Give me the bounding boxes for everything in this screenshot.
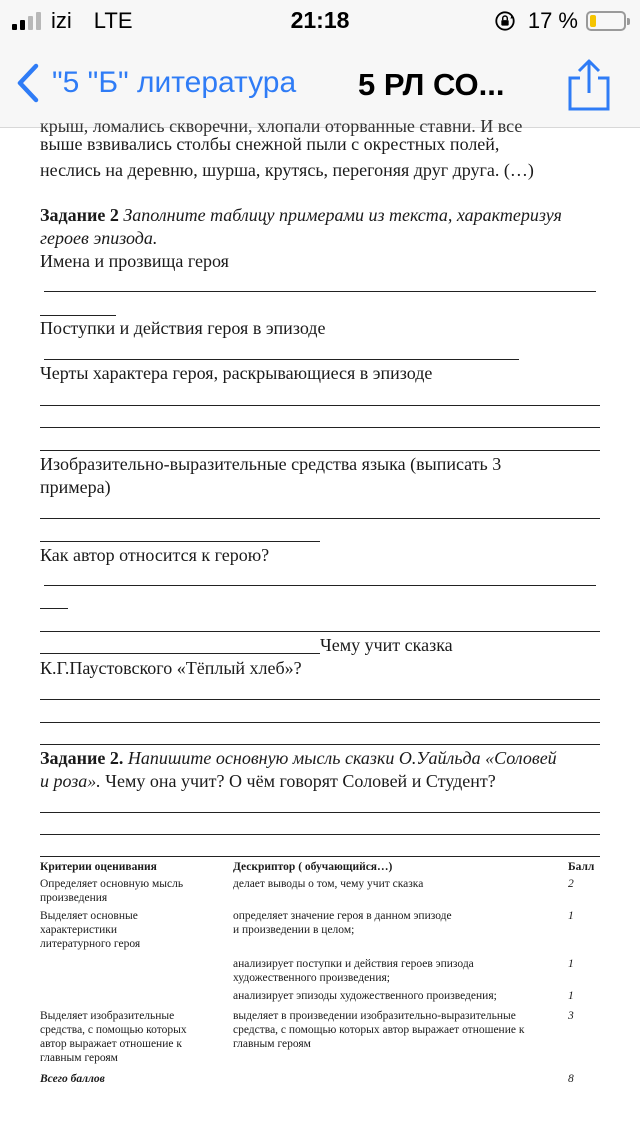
rubric-header-criteria: Критерии оценивания: [40, 861, 157, 873]
rubric-score: 2: [568, 878, 574, 890]
status-time: 21:18: [290, 7, 350, 33]
author-attitude-label: Как автор относится к герою?: [40, 545, 270, 565]
answer-line: [40, 450, 600, 451]
task2b-question: Чему она учит? О чём говорят Соловей и Студент?: [105, 771, 496, 791]
rubric-total-score: 8: [568, 1073, 574, 1085]
status-right: [494, 8, 626, 34]
answer-line: [40, 315, 116, 316]
rubric-criterion: характеристики: [40, 924, 118, 936]
intro-line-2: неслись на деревню, шурша, крутясь, перегоняя друг друга. (…): [40, 160, 534, 180]
rubric-header-descriptor: Дескриптор ( обучающийся…): [233, 861, 393, 873]
carrier-name: izi: [51, 8, 72, 33]
answer-line: [40, 722, 600, 723]
task2-label: Задание 2: [40, 205, 119, 225]
answer-line: [40, 856, 600, 857]
means-label-line1: Изобразительно-выразительные средства языка (выписать 3: [40, 454, 502, 474]
answer-line: [40, 699, 600, 700]
back-button[interactable]: [14, 60, 296, 106]
answer-line: [44, 585, 596, 586]
actions-label: Поступки и действия героя в эпизоде: [40, 318, 326, 338]
lesson-question-line2: К.Г.Паустовского «Тёплый хлеб»?: [40, 658, 302, 678]
task2b-label: Задание 2.: [40, 748, 124, 768]
rubric-criterion: Выделяет изобразительные: [40, 1010, 175, 1022]
answer-line: [44, 359, 519, 360]
answer-line: [40, 744, 600, 745]
lesson-question-line1: Чему учит сказка: [320, 635, 453, 655]
cut-off-text-line: крыш, ломались скворечни, хлопали оторванные ставни. И все: [40, 116, 523, 136]
rubric-total-label: Всего баллов: [40, 1073, 105, 1085]
rubric-descriptor: и произведении в целом;: [233, 924, 355, 936]
answer-line: [40, 405, 600, 406]
network-type: LTE: [93, 8, 133, 33]
rubric-score: 1: [568, 958, 574, 970]
rubric-descriptor: анализирует эпизоды художественного произведения;: [233, 990, 497, 1002]
page-title: 5 РЛ СО...: [358, 67, 505, 102]
task2-instruction-line2: героев эпизода.: [40, 228, 158, 248]
rubric-criterion: средства, с помощью которых: [40, 1024, 187, 1036]
document-view[interactable]: [0, 116, 640, 1136]
answer-line: [40, 608, 68, 609]
battery-level: [590, 15, 596, 27]
rubric-descriptor: определяет значение героя в данном эпизоде: [233, 910, 452, 922]
rubric-criterion: Определяет основную мысль: [40, 878, 184, 890]
rubric-criterion: произведения: [40, 892, 108, 904]
means-label-line2: примера): [40, 477, 111, 497]
rubric-descriptor: художественного произведения;: [233, 972, 390, 984]
answer-line: [40, 518, 600, 519]
status-bar: [0, 0, 640, 40]
rotation-lock-icon: [494, 10, 516, 32]
rubric-criterion: Выделяет основные: [40, 910, 138, 922]
rubric-header-score: Балл: [568, 861, 595, 873]
answer-line: [40, 653, 320, 654]
rubric-score: 1: [568, 910, 574, 922]
rubric-descriptor: выделяет в произведении изобразительно-выразительные: [233, 1010, 516, 1022]
rubric-descriptor: средства, с помощью которых автор выражает отношение к: [233, 1024, 525, 1036]
navigation-bar: [0, 40, 640, 128]
rubric-score: 3: [568, 1010, 574, 1022]
intro-line-1: выше взвивались столбы снежной пыли с окрестных полей,: [40, 134, 500, 154]
task2b-instruction-line1: Напишите основную мысль сказки О.Уайльда «Соловей: [127, 748, 557, 768]
back-label: "5 "Б" литература: [52, 66, 297, 99]
rubric-criterion: литературного героя: [40, 938, 141, 950]
rubric-score: 1: [568, 990, 574, 1002]
answer-line: [40, 427, 600, 428]
rubric-descriptor: главным героям: [233, 1038, 311, 1050]
answer-line: [40, 541, 320, 542]
task2b-instruction-line2: и роза».: [40, 771, 101, 791]
answer-line: [40, 631, 600, 632]
chevron-left-icon: [14, 62, 42, 104]
rubric-descriptor: анализирует поступки и действия героев эпизода: [233, 958, 474, 970]
answer-line: [40, 834, 600, 835]
answer-line: [44, 291, 596, 292]
traits-label: Черты характера героя, раскрывающиеся в эпизоде: [40, 363, 433, 383]
task2-instruction-line1: Заполните таблицу примерами из текста, характеризуя: [123, 205, 562, 225]
rubric-descriptor: делает выводы о том, чему учит сказка: [233, 878, 424, 890]
names-label: Имена и прозвища героя: [40, 251, 229, 271]
rubric-criterion: автор выражает отношение к: [40, 1038, 182, 1050]
answer-line: [40, 812, 600, 813]
task2b-heading: [40, 747, 557, 769]
task2b-line2: [40, 770, 496, 792]
share-icon[interactable]: [566, 58, 612, 112]
battery-icon: [586, 11, 626, 31]
task2-heading: [40, 204, 562, 226]
battery-percent: 17 %: [527, 8, 578, 33]
rubric-criterion: главным героям: [40, 1052, 118, 1064]
